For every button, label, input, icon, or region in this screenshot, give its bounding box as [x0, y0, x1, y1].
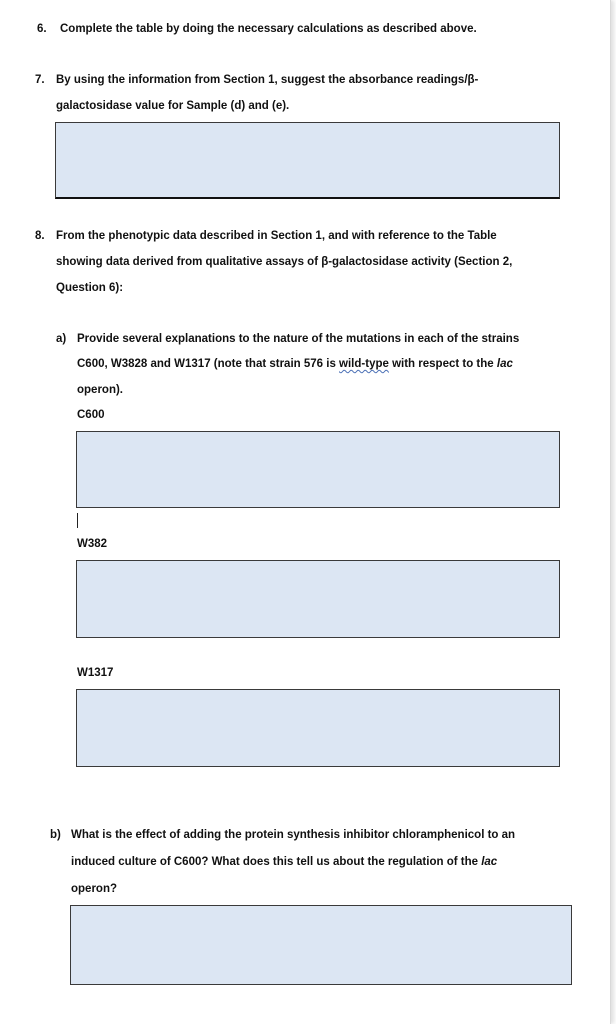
question-6-text: Complete the table by doing the necessary calculations as described above.	[60, 23, 477, 35]
question-8a-line-3: operon).	[77, 384, 123, 396]
lac-italic-word: lac	[481, 856, 498, 868]
question-8a-label: a)	[56, 333, 67, 345]
strain-c600-label: C600	[77, 409, 105, 421]
question-8b-line-1: What is the effect of adding the protein synthesis inhibitor chloramphenicol to an	[71, 829, 516, 841]
question-8b-line-2-start: induced culture of C600? What does this tell us about the regulation of the	[71, 856, 482, 868]
question-7-number: 7.	[35, 74, 45, 86]
lac-italic-word: lac	[496, 358, 513, 370]
question-8a-line-2-mid: with respect to the	[388, 358, 497, 370]
wild-type-spellcheck-word: wild-type	[339, 358, 389, 370]
question-7-answer-box[interactable]	[55, 122, 560, 199]
question-8-number: 8.	[35, 230, 45, 242]
question-8-line-1: From the phenotypic data described in Section 1, and with reference to the Table	[56, 230, 497, 242]
strain-c600-answer-box[interactable]	[76, 431, 560, 508]
strain-w382-label: W382	[77, 538, 108, 550]
question-8b-line-3: operon?	[71, 883, 117, 895]
question-8b-answer-box[interactable]	[70, 905, 572, 985]
question-7-line-1: By using the information from Section 1, suggest the absorbance readings/β-	[56, 74, 479, 86]
strain-w1317-answer-box[interactable]	[76, 689, 560, 767]
strain-w382-answer-box[interactable]	[76, 560, 560, 638]
question-8b-line-2	[71, 855, 497, 869]
question-8a-line-2-start: C600, W3828 and W1317 (note that strain 576 is	[77, 358, 340, 370]
text-cursor	[77, 513, 78, 528]
strain-w1317-label: W1317	[77, 667, 114, 679]
question-6-number: 6.	[37, 23, 47, 35]
question-8b-label: b)	[50, 829, 61, 841]
question-8a-line-1: Provide several explanations to the nature of the mutations in each of the strains	[77, 333, 520, 345]
question-8-line-3: Question 6):	[56, 282, 124, 294]
question-8-line-2: showing data derived from qualitative assays of β-galactosidase activity (Section 2,	[56, 256, 513, 268]
question-7-line-2: galactosidase value for Sample (d) and (e).	[56, 100, 290, 112]
question-8a-line-2	[77, 357, 513, 371]
